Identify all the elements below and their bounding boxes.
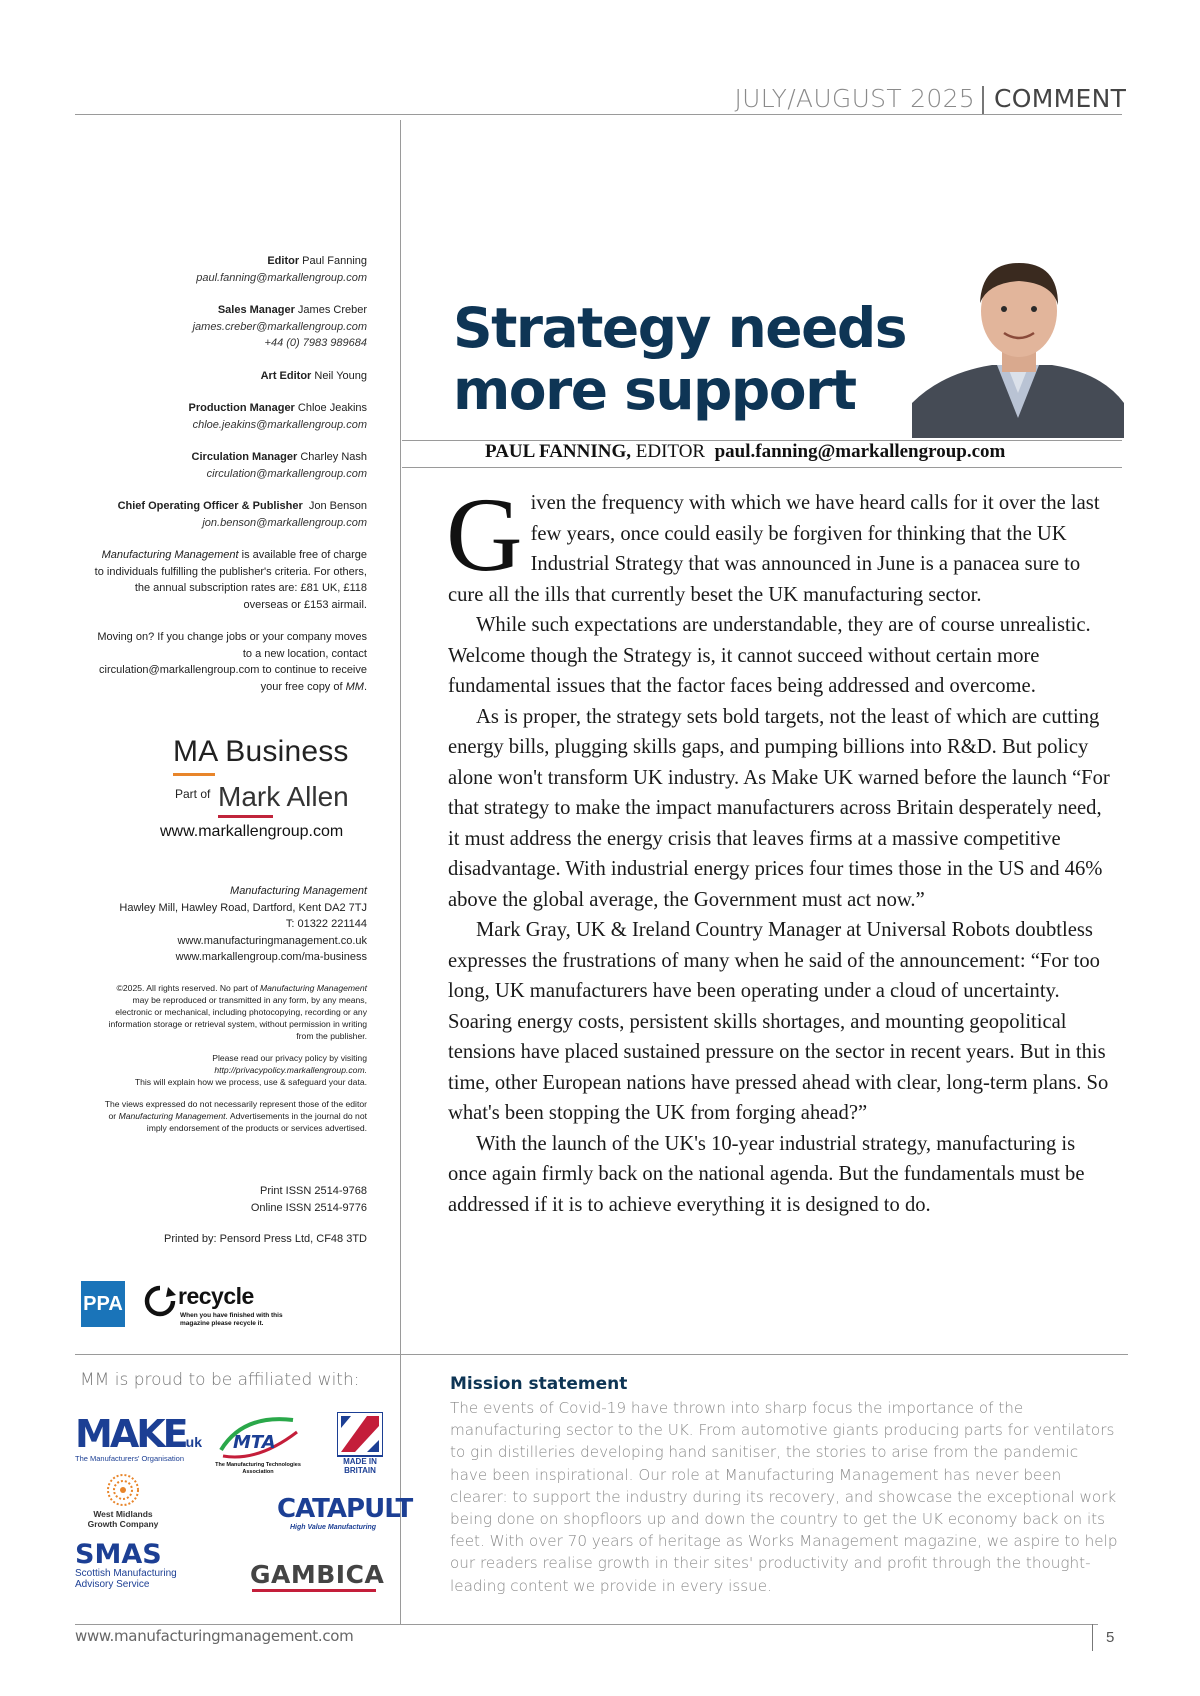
- headline-line-2: more support: [453, 358, 856, 422]
- mark-allen-logo: Mark Allen: [218, 781, 349, 812]
- privacy-notice: [100, 1052, 367, 1088]
- west-midlands-text: West Midlands Growth Company: [87, 1509, 159, 1529]
- paragraph-5: With the launch of the UK's 10-year industrial strategy, manufacturing is once again firmly back on the national agenda. But the fundamentals must be addressed if it is to achieve everything it is designed to do.: [448, 1132, 1085, 1216]
- smas-subtitle: Scottish Manufacturing Advisory Service: [75, 1568, 177, 1590]
- drop-cap: G: [446, 476, 523, 593]
- website-link[interactable]: www.markallengroup.com/ma-business: [175, 951, 367, 963]
- masthead-circulation: [90, 449, 367, 482]
- person-name: Chloe Jeakins: [297, 402, 367, 414]
- markallen-url[interactable]: www.markallengroup.com: [160, 823, 344, 840]
- make-uk-suffix: uk: [185, 1434, 202, 1450]
- ma-business-title: MA Business: [173, 735, 349, 768]
- availability-text: is available free of charge to individuals fulfilling the publisher's criteria. For others, the annual subscription rates are: £81 UK, £118 overseas or £153 airmail.: [94, 549, 367, 611]
- make-uk-subtitle: The Manufacturers' Organisation: [75, 1454, 184, 1463]
- section-rule: [75, 1354, 1128, 1355]
- person-name: Neil Young: [314, 369, 367, 382]
- publication-title: Manufacturing Management.: [118, 1111, 228, 1121]
- paragraph-text: iven the frequency with which we have heard calls for it over the last few years, once could easily be forgiven for thinking that the UK Industrial Strategy that was announced in June is a panacea sure to cure all the ills that currently beset the UK manufacturing sector.: [448, 492, 1100, 606]
- affiliations-heading: MM is proud to be affiliated with:: [80, 1370, 360, 1390]
- person-name: Jon Benson: [308, 500, 367, 512]
- catapult-logo: CATAPULT: [277, 1494, 413, 1524]
- footer-url[interactable]: www.manufacturingmanagement.com: [75, 1627, 354, 1645]
- mm-abbrev: MM: [345, 680, 364, 693]
- masthead-editor: [90, 253, 367, 286]
- legal-block: [100, 982, 367, 1144]
- mark-allen-underline: [218, 815, 273, 818]
- recycle-note: When you have finished with this magazine please recycle it.: [180, 1312, 283, 1327]
- west-midlands-logo: [104, 1472, 142, 1508]
- footer-rule: [75, 1624, 1098, 1625]
- header-rule: [75, 114, 1122, 115]
- author-name: PAUL FANNING,: [485, 441, 632, 462]
- mta-subtitle: The Manufacturing Technologies Association: [215, 1462, 301, 1475]
- copyright-text-rest: may be reproduced or transmitted in any form, by any means, electronic or mechanical, including photocopying, recording or any information storage or retrieval system, without permission in writing from the publisher.: [108, 995, 367, 1041]
- ppa-logo: PPA: [81, 1281, 125, 1327]
- issn-block: [90, 1183, 367, 1216]
- mta-logo: [213, 1412, 303, 1468]
- privacy-text-rest: This will explain how we process, use & safeguard your data.: [134, 1077, 367, 1087]
- editor-photo: [912, 253, 1124, 438]
- catapult-subtitle: High Value Manufacturing: [290, 1524, 377, 1531]
- headline-line-1: Strategy needs: [453, 296, 906, 360]
- print-issn: Print ISSN 2514-9768: [259, 1185, 367, 1197]
- smas-logo: SMAS: [75, 1539, 162, 1570]
- role-label: Circulation Manager: [191, 451, 298, 463]
- moving-on-end: .: [363, 680, 367, 693]
- copyright-notice: [100, 982, 367, 1042]
- make-word: MAKE: [75, 1412, 186, 1456]
- moving-on-note: [90, 629, 367, 695]
- paragraph-1: [446, 476, 1118, 610]
- privacy-link[interactable]: http://privacypolicy.markallengroup.com.: [214, 1065, 367, 1075]
- author-role: EDITOR: [635, 441, 706, 462]
- email-link[interactable]: james.creber@markallengroup.com: [192, 320, 367, 333]
- article-headline: [453, 297, 906, 421]
- person-name: Paul Fanning: [302, 255, 367, 267]
- make-uk-logo: [75, 1412, 202, 1456]
- role-label: Sales Manager: [217, 304, 295, 316]
- section-title: COMMENT: [994, 84, 1127, 113]
- views-notice: [100, 1098, 367, 1134]
- views-text: The views expressed do not necessarily represent those of the editor or: [104, 1099, 367, 1121]
- address-phone: T: 01322 221144: [285, 918, 367, 930]
- paragraph-4: Mark Gray, UK & Ireland Country Manager at Universal Robots doubtless expresses the frustrations of many when he said of the announcement: “For too long, UK manufacturers have been operating under a cloud of uncertainty. Soaring energy costs, persistent skills shortages, and mounting geopolitical tensions have placed sustained pressure on the sector in recent years. But in this time, other European nations have pressed ahead with clear, long-term plans. So what's been stopping the UK from forging ahead?”: [448, 919, 1109, 1124]
- byline: [485, 441, 1005, 463]
- privacy-text: Please read our privacy policy by visiting: [212, 1053, 367, 1063]
- phone-number: +44 (0) 7983 989684: [264, 337, 367, 349]
- part-of-label: Part of: [175, 787, 211, 801]
- mta-word: MTA: [233, 1432, 276, 1453]
- recycle-word: recycle: [178, 1283, 254, 1309]
- article-body: [446, 476, 1118, 1220]
- email-link[interactable]: circulation@markallengroup.com: [206, 467, 367, 480]
- email-link[interactable]: chloe.jeakins@markallengroup.com: [192, 418, 367, 431]
- masthead-coo: [90, 498, 367, 531]
- publication-title: Manufacturing Management: [230, 885, 367, 897]
- role-label: Production Manager: [188, 402, 295, 414]
- ma-business-logo: [140, 735, 365, 845]
- role-label: Art Editor: [260, 369, 312, 382]
- copyright-text: ©2025. All rights reserved. No part of: [116, 983, 258, 993]
- author-email[interactable]: paul.fanning@markallengroup.com: [714, 441, 1006, 462]
- mission-text: The events of Covid-19 have thrown into sharp focus the importance of the manufacturing sector to the UK. From automotive giants producing parts for ventilators to gin distilleries developing hand sanitiser, the stories to arise from the pandemic have been inspirational. Our role at Manufacturing Management has never been clearer: to support the industry during its recovery, and showcase the exceptional work being done on shopfloors up and down the country to get the UK economy back on its feet. With over 70 years of heritage as Works Management magazine, we aspire to help our readers realise growth in their sites' productivity and profit through the thought-leading content we provide in every issue.: [450, 1399, 1118, 1595]
- person-name: James Creber: [297, 304, 367, 316]
- address-line: Hawley Mill, Hawley Road, Dartford, Kent DA2 7TJ: [119, 901, 367, 914]
- mission-title: Mission statement: [450, 1374, 628, 1394]
- address-block: [90, 883, 367, 966]
- masthead-art: [90, 368, 367, 385]
- masthead-sales: [90, 302, 367, 352]
- paragraph-2: While such expectations are understandable, they are of course unrealistic. Welcome though the Strategy is, it cannot succeed without certain more fundamental issues that the factor faces being addressed and overcome.: [448, 614, 1091, 697]
- role-label: Chief Operating Officer & Publisher: [117, 500, 303, 512]
- gambica-underline: [252, 1589, 376, 1592]
- printed-by: Printed by: Pensord Press Ltd, CF48 3TD: [164, 1233, 367, 1245]
- gambica-logo: GAMBICA: [250, 1560, 385, 1589]
- availability-note: [90, 547, 367, 613]
- website-link[interactable]: www.manufacturingmanagement.co.uk: [177, 934, 367, 947]
- views-text-rest: Advertisements in the journal do not imply endorsement of the products or services advertised.: [146, 1111, 367, 1133]
- ma-underline: [173, 773, 215, 776]
- moving-on-text: Moving on? If you change jobs or your company moves to a new location, contact circulation@markallengroup.com to continue to receive your free copy of: [97, 631, 367, 693]
- page-number: 5: [1106, 1629, 1115, 1646]
- column-divider: [400, 120, 401, 1624]
- publication-title: Manufacturing Management: [259, 983, 367, 993]
- issue-date: JULY/AUGUST 2025: [734, 84, 975, 113]
- email-link[interactable]: jon.benson@markallengroup.com: [202, 516, 367, 529]
- publication-title: Manufacturing Management: [101, 549, 239, 561]
- recycle-icon: [142, 1283, 178, 1319]
- online-issn: Online ISSN 2514-9776: [250, 1201, 367, 1214]
- made-in-britain-text: MADE IN BRITAIN: [343, 1457, 377, 1475]
- email-link[interactable]: paul.fanning@markallengroup.com: [196, 271, 367, 284]
- role-label: Editor: [267, 255, 300, 267]
- masthead-production: [90, 400, 367, 433]
- paragraph-3: As is proper, the strategy sets bold targets, not the least of which are cutting energy bills, plugging skills gaps, and pumping billions into R&D. But policy alone won't transform UK industry. As Make UK warned before the launch “For that strategy to make the impact manufacturers across Britain desperately need, it must address the energy crisis that leaves firms at a massive competitive disadvantage. With industrial energy prices four times those in the US and 46% above the global average, the Government must act now.”: [448, 705, 1110, 911]
- header-separator: [982, 86, 984, 115]
- person-name: Charley Nash: [300, 451, 367, 463]
- footer-separator: [1092, 1624, 1093, 1651]
- byline-rule-bottom: [402, 467, 1122, 468]
- masthead: [90, 253, 367, 711]
